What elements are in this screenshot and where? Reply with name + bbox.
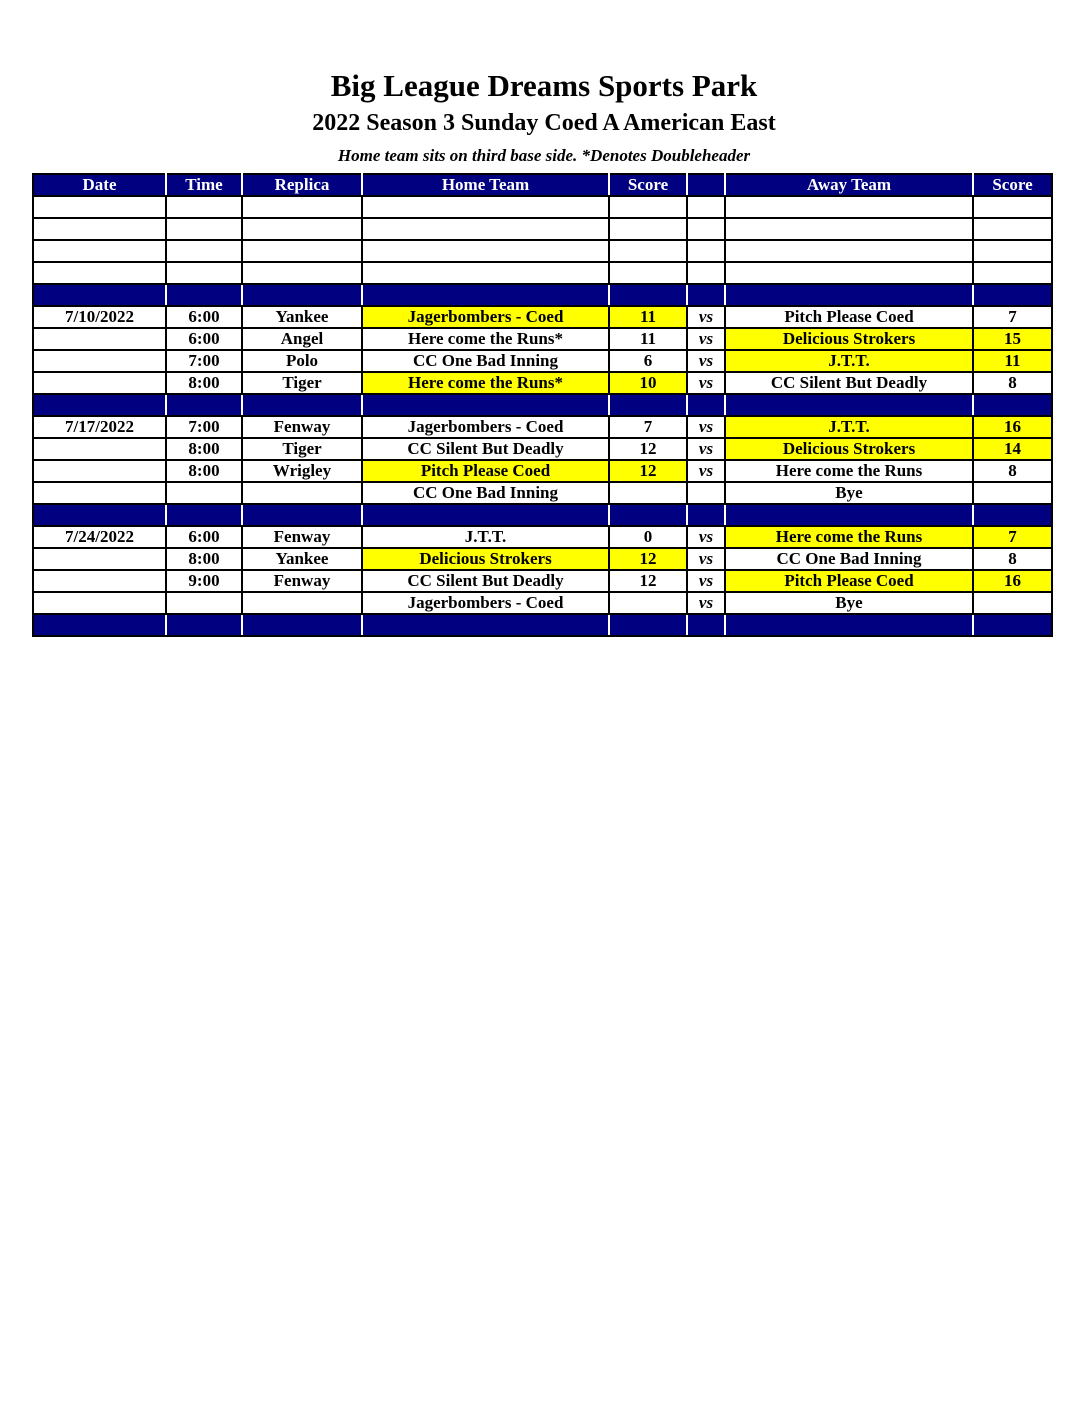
away-score-cell: 8 xyxy=(973,372,1052,394)
replica-cell: Angel xyxy=(242,328,362,350)
home-team-cell: CC One Bad Inning xyxy=(362,350,609,372)
home-team-cell xyxy=(362,262,609,284)
time-cell xyxy=(166,196,242,218)
game-row xyxy=(33,416,1052,438)
vs-cell xyxy=(687,614,725,636)
away-score-cell: 7 xyxy=(973,526,1052,548)
replica-cell: Fenway xyxy=(242,570,362,592)
home-score-cell xyxy=(609,614,687,636)
date-cell xyxy=(33,240,166,262)
home-score-cell xyxy=(609,482,687,504)
header-row xyxy=(33,174,1052,196)
game-row xyxy=(33,570,1052,592)
away-score-cell xyxy=(973,240,1052,262)
away-score-cell xyxy=(973,262,1052,284)
date-cell xyxy=(33,570,166,592)
away-score-cell xyxy=(973,482,1052,504)
away-team-cell: Pitch Please Coed xyxy=(725,570,973,592)
time-cell: 8:00 xyxy=(166,460,242,482)
replica-cell: Fenway xyxy=(242,526,362,548)
replica-cell xyxy=(242,218,362,240)
date-cell: 7/17/2022 xyxy=(33,416,166,438)
home-score-cell: 12 xyxy=(609,460,687,482)
home-team-cell: Jagerbombers - Coed xyxy=(362,416,609,438)
date-cell xyxy=(33,504,166,526)
column-header-replica: Replica xyxy=(242,174,362,196)
away-score-cell: 8 xyxy=(973,460,1052,482)
home-score-cell: 10 xyxy=(609,372,687,394)
home-score-cell: 12 xyxy=(609,570,687,592)
home-score-cell xyxy=(609,394,687,416)
vs-cell: vs xyxy=(687,372,725,394)
vs-cell xyxy=(687,240,725,262)
home-team-cell xyxy=(362,504,609,526)
date-cell xyxy=(33,482,166,504)
time-cell xyxy=(166,614,242,636)
game-row xyxy=(33,372,1052,394)
away-score-cell xyxy=(973,196,1052,218)
home-team-cell: J.T.T. xyxy=(362,526,609,548)
home-score-cell: 7 xyxy=(609,416,687,438)
home-score-cell: 12 xyxy=(609,548,687,570)
time-cell: 8:00 xyxy=(166,372,242,394)
home-score-cell: 6 xyxy=(609,350,687,372)
home-score-cell: 0 xyxy=(609,526,687,548)
vs-cell: vs xyxy=(687,526,725,548)
schedule-table xyxy=(32,173,1053,637)
home-score-cell xyxy=(609,284,687,306)
time-cell: 8:00 xyxy=(166,438,242,460)
home-score-cell xyxy=(609,196,687,218)
time-cell xyxy=(166,394,242,416)
away-team-cell xyxy=(725,504,973,526)
away-team-cell xyxy=(725,394,973,416)
separator-row xyxy=(33,504,1052,526)
away-score-cell: 11 xyxy=(973,350,1052,372)
away-team-cell: CC Silent But Deadly xyxy=(725,372,973,394)
home-team-cell: Pitch Please Coed xyxy=(362,460,609,482)
blank-row xyxy=(33,240,1052,262)
date-cell xyxy=(33,350,166,372)
game-row xyxy=(33,328,1052,350)
away-team-cell xyxy=(725,284,973,306)
separator-row xyxy=(33,614,1052,636)
replica-cell: Yankee xyxy=(242,548,362,570)
home-team-cell: Jagerbombers - Coed xyxy=(362,306,609,328)
game-row xyxy=(33,592,1052,614)
replica-cell xyxy=(242,482,362,504)
vs-cell xyxy=(687,504,725,526)
away-score-cell xyxy=(973,614,1052,636)
schedule-body xyxy=(33,196,1052,636)
vs-cell xyxy=(687,284,725,306)
vs-cell: vs xyxy=(687,350,725,372)
home-team-cell xyxy=(362,240,609,262)
vs-cell: vs xyxy=(687,570,725,592)
time-cell xyxy=(166,284,242,306)
vs-cell: vs xyxy=(687,460,725,482)
vs-cell: vs xyxy=(687,306,725,328)
away-team-cell: Bye xyxy=(725,592,973,614)
time-cell: 7:00 xyxy=(166,350,242,372)
home-team-cell: Jagerbombers - Coed xyxy=(362,592,609,614)
game-row xyxy=(33,438,1052,460)
away-score-cell: 16 xyxy=(973,570,1052,592)
vs-cell: vs xyxy=(687,416,725,438)
away-team-cell: CC One Bad Inning xyxy=(725,548,973,570)
replica-cell xyxy=(242,614,362,636)
away-team-cell: Here come the Runs xyxy=(725,526,973,548)
time-cell: 8:00 xyxy=(166,548,242,570)
away-team-cell xyxy=(725,614,973,636)
blank-row xyxy=(33,196,1052,218)
time-cell xyxy=(166,240,242,262)
replica-cell xyxy=(242,394,362,416)
date-cell xyxy=(33,548,166,570)
vs-cell xyxy=(687,394,725,416)
away-score-cell xyxy=(973,284,1052,306)
home-team-cell: Here come the Runs* xyxy=(362,328,609,350)
home-team-cell: Delicious Strokers xyxy=(362,548,609,570)
date-cell xyxy=(33,284,166,306)
game-row xyxy=(33,526,1052,548)
game-row xyxy=(33,482,1052,504)
away-score-cell xyxy=(973,218,1052,240)
schedule-note: Home team sits on third base side. *Denotes Doubleheader xyxy=(337,146,751,165)
vs-cell: vs xyxy=(687,548,725,570)
vs-cell: vs xyxy=(687,438,725,460)
replica-cell: Tiger xyxy=(242,438,362,460)
vs-cell xyxy=(687,262,725,284)
replica-cell xyxy=(242,240,362,262)
home-team-cell xyxy=(362,614,609,636)
column-header-vs xyxy=(687,174,725,196)
away-score-cell xyxy=(973,394,1052,416)
date-cell xyxy=(33,372,166,394)
time-cell: 6:00 xyxy=(166,526,242,548)
home-team-cell: CC Silent But Deadly xyxy=(362,438,609,460)
home-team-cell xyxy=(362,218,609,240)
replica-cell: Wrigley xyxy=(242,460,362,482)
game-row xyxy=(33,306,1052,328)
date-cell: 7/24/2022 xyxy=(33,526,166,548)
column-header-time: Time xyxy=(166,174,242,196)
time-cell xyxy=(166,592,242,614)
home-team-cell: CC Silent But Deadly xyxy=(362,570,609,592)
separator-row xyxy=(33,284,1052,306)
away-team-cell xyxy=(725,262,973,284)
away-team-cell xyxy=(725,240,973,262)
away-team-cell: Pitch Please Coed xyxy=(725,306,973,328)
away-score-cell: 8 xyxy=(973,548,1052,570)
date-cell xyxy=(33,438,166,460)
away-score-cell: 14 xyxy=(973,438,1052,460)
away-team-cell: J.T.T. xyxy=(725,350,973,372)
date-cell xyxy=(33,196,166,218)
time-cell xyxy=(166,218,242,240)
game-row xyxy=(33,350,1052,372)
date-cell xyxy=(33,460,166,482)
home-team-cell xyxy=(362,196,609,218)
time-cell: 6:00 xyxy=(166,306,242,328)
date-cell xyxy=(33,614,166,636)
home-team-cell xyxy=(362,394,609,416)
away-team-cell xyxy=(725,196,973,218)
away-score-cell: 15 xyxy=(973,328,1052,350)
vs-cell xyxy=(687,482,725,504)
column-header-away-score: Score xyxy=(973,174,1052,196)
away-team-cell xyxy=(725,218,973,240)
away-score-cell xyxy=(973,504,1052,526)
home-team-cell: CC One Bad Inning xyxy=(362,482,609,504)
home-score-cell: 11 xyxy=(609,328,687,350)
vs-cell: vs xyxy=(687,592,725,614)
replica-cell xyxy=(242,504,362,526)
game-row xyxy=(33,548,1052,570)
page-subtitle: 2022 Season 3 Sunday Coed A American East xyxy=(312,110,776,136)
away-team-cell: J.T.T. xyxy=(725,416,973,438)
replica-cell xyxy=(242,196,362,218)
column-header-date: Date xyxy=(33,174,166,196)
away-score-cell: 7 xyxy=(973,306,1052,328)
time-cell xyxy=(166,482,242,504)
home-score-cell xyxy=(609,592,687,614)
column-header-home-team: Home Team xyxy=(362,174,609,196)
home-score-cell: 11 xyxy=(609,306,687,328)
blank-row xyxy=(33,218,1052,240)
time-cell xyxy=(166,504,242,526)
page-title: Big League Dreams Sports Park xyxy=(330,68,758,103)
away-score-cell xyxy=(973,592,1052,614)
vs-cell xyxy=(687,218,725,240)
replica-cell: Polo xyxy=(242,350,362,372)
time-cell xyxy=(166,262,242,284)
away-score-cell: 16 xyxy=(973,416,1052,438)
replica-cell: Fenway xyxy=(242,416,362,438)
replica-cell xyxy=(242,284,362,306)
away-team-cell: Delicious Strokers xyxy=(725,328,973,350)
replica-cell xyxy=(242,262,362,284)
away-team-cell: Here come the Runs xyxy=(725,460,973,482)
column-header-home-score: Score xyxy=(609,174,687,196)
date-cell xyxy=(33,328,166,350)
date-cell xyxy=(33,262,166,284)
home-team-cell: Here come the Runs* xyxy=(362,372,609,394)
replica-cell xyxy=(242,592,362,614)
away-team-cell: Delicious Strokers xyxy=(725,438,973,460)
date-cell xyxy=(33,394,166,416)
home-score-cell xyxy=(609,504,687,526)
away-team-cell: Bye xyxy=(725,482,973,504)
date-cell: 7/10/2022 xyxy=(33,306,166,328)
home-score-cell: 12 xyxy=(609,438,687,460)
replica-cell: Yankee xyxy=(242,306,362,328)
vs-cell: vs xyxy=(687,328,725,350)
time-cell: 7:00 xyxy=(166,416,242,438)
home-team-cell xyxy=(362,284,609,306)
date-cell xyxy=(33,592,166,614)
home-score-cell xyxy=(609,218,687,240)
column-header-away-team: Away Team xyxy=(725,174,973,196)
home-score-cell xyxy=(609,240,687,262)
replica-cell: Tiger xyxy=(242,372,362,394)
date-cell xyxy=(33,218,166,240)
home-score-cell xyxy=(609,262,687,284)
time-cell: 9:00 xyxy=(166,570,242,592)
time-cell: 6:00 xyxy=(166,328,242,350)
separator-row xyxy=(33,394,1052,416)
game-row xyxy=(33,460,1052,482)
vs-cell xyxy=(687,196,725,218)
blank-row xyxy=(33,262,1052,284)
